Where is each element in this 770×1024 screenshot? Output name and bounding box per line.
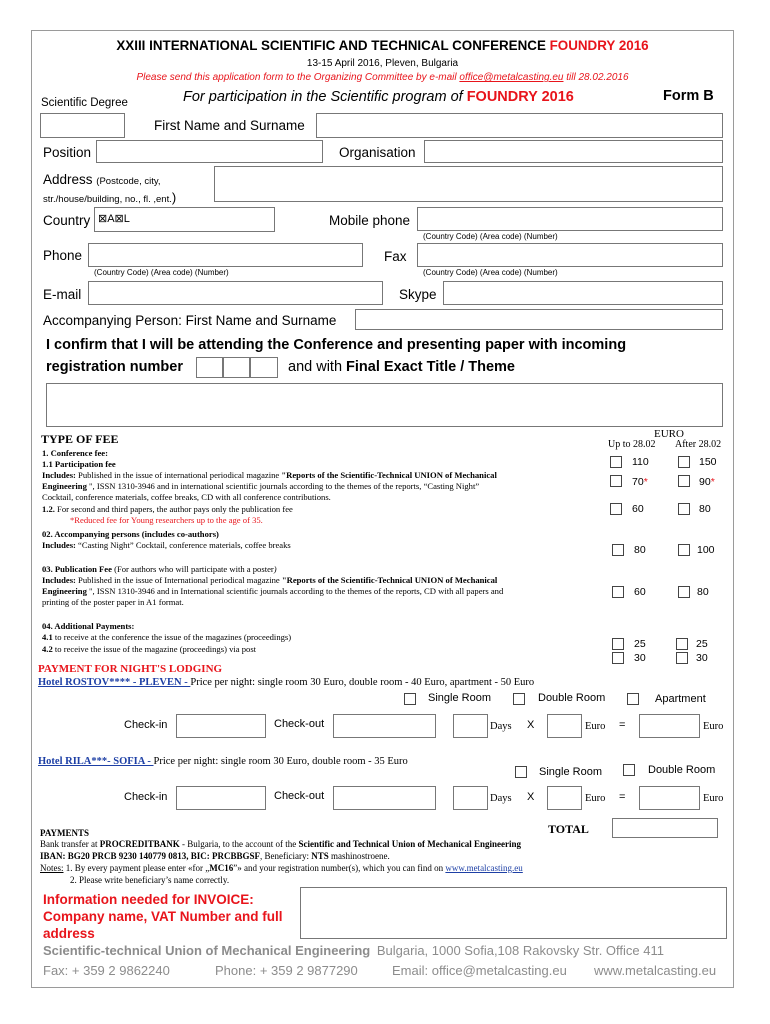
- fee-4-2-late-checkbox[interactable]: [676, 652, 688, 664]
- rila-days-label: Days: [490, 793, 512, 804]
- email-label: E-mail: [43, 287, 82, 302]
- rostov-single-label: Single Room: [428, 692, 491, 704]
- confirm-statement: I confirm that I will be attending the Conference and presenting paper with incoming: [46, 337, 627, 353]
- rostov-apartment-label: Apartment: [655, 693, 706, 705]
- mobile-phone-input[interactable]: [417, 207, 723, 231]
- page-title: XXIII INTERNATIONAL SCIENTIFIC AND TECHNICAL CONFERENCE FOUNDRY 2016: [116, 38, 649, 53]
- iban-line: IBAN: BG20 PRCB 9230 140779 0813, BIC: PRCBBGSF, Beneficiary: NTS mashinostroene.: [40, 851, 390, 861]
- rila-double-checkbox[interactable]: [623, 764, 635, 776]
- rostov-double-label: Double Room: [538, 692, 606, 704]
- sec3-title: 03. Publication Fee (For authors who will participate with a poster): [42, 564, 277, 574]
- footer-web: www.metalcasting.eu: [594, 963, 717, 978]
- fee-1-1-late-value: 150: [699, 456, 717, 468]
- payments-heading: PAYMENTS: [40, 828, 90, 838]
- fee-3-late-value: 80: [697, 586, 709, 598]
- fee-heading: TYPE OF FEE: [41, 432, 119, 446]
- fee-3-late-checkbox[interactable]: [678, 586, 690, 598]
- mobile-phone-label: Mobile phone: [329, 213, 411, 228]
- phone-code-hint: (Country Code) (Area code) (Number): [94, 268, 229, 277]
- col-late-label: After 28.02: [675, 439, 722, 450]
- footer-email: Email: office@metalcasting.eu: [392, 963, 567, 978]
- first-name-label: First Name and Surname: [154, 118, 305, 133]
- sec4-1-line: 4.1 to receive at the conference the issue of the magazines (proceedings): [42, 632, 292, 642]
- fee-1-1-young-early-checkbox[interactable]: [610, 475, 622, 487]
- fee-1-1-early-value: 110: [632, 456, 649, 468]
- skype-input[interactable]: [443, 281, 723, 305]
- note1-line: Notes: 1. By every payment please enter «for „MC16”» and your registration number(s), which you can find on www.metalcasting.eu: [40, 863, 523, 873]
- address-hint: str./house/building, no., fl. ,ent.): [43, 190, 177, 205]
- scientific-degree-label: Scientific Degree: [41, 97, 128, 109]
- fee-4-1-early-checkbox[interactable]: [612, 638, 624, 650]
- fee-2-late-checkbox[interactable]: [678, 544, 690, 556]
- form-label: Form B: [663, 88, 714, 104]
- scientific-degree-input[interactable]: [40, 113, 125, 138]
- rila-checkin-input[interactable]: [176, 786, 266, 810]
- organisation-input[interactable]: [424, 140, 723, 163]
- fee-1-1-late-checkbox[interactable]: [678, 456, 690, 468]
- rostov-apartment-checkbox[interactable]: [627, 693, 639, 705]
- hotel-rostov-line: Hotel ROSTOV**** - PLEVEN - Price per night: single room 30 Euro, double room - 40 Euro, apartment - 50 Euro: [38, 677, 535, 688]
- fee-1-1-young-late-value: 90*: [699, 476, 715, 488]
- fee-3-early-checkbox[interactable]: [612, 586, 624, 598]
- rila-euro-input[interactable]: [547, 786, 582, 810]
- address-label: Address (Postcode, city,: [43, 172, 161, 187]
- hotel-rostov-link[interactable]: Hotel ROSTOV**** - PLEVEN -: [38, 677, 191, 688]
- rila-single-checkbox[interactable]: [515, 766, 527, 778]
- rila-double-label: Double Room: [648, 764, 716, 776]
- sec3-line2: Engineering ", ISSN 1310-3946 and in International scientific journals according to the themes of the reports, CD with all papers and: [42, 586, 504, 596]
- sec3-line1: Includes: Published in the issue of International periodical magazine "Reports of the Scientific-Technical UNION of Mechanical: [42, 575, 498, 585]
- rostov-checkout-input[interactable]: [333, 714, 436, 738]
- reduced-fee-note: *Reduced fee for Young researchers up to the age of 35.: [70, 515, 263, 525]
- rila-checkout-label: Check-out: [274, 790, 325, 802]
- invoice-line3: address: [43, 926, 95, 941]
- fee-1-2-late-checkbox[interactable]: [678, 503, 690, 515]
- sec1-1-line3: Cocktail, conference materials, coffee breaks, CD with all conference contributions.: [42, 492, 331, 502]
- sec1-1-title: 1.1 Participation fee: [42, 459, 116, 469]
- rila-times: X: [527, 791, 535, 803]
- fax-input[interactable]: [417, 243, 723, 267]
- position-input[interactable]: [96, 140, 323, 163]
- rostov-checkout-label: Check-out: [274, 718, 325, 730]
- rostov-total-input[interactable]: [639, 714, 700, 738]
- rila-single-label: Single Room: [539, 766, 602, 778]
- fee-4-2-early-checkbox[interactable]: [612, 652, 624, 664]
- fee-1-2-early-value: 60: [632, 503, 644, 515]
- fee-1-1-young-late-checkbox[interactable]: [678, 475, 690, 487]
- sec4-2-line: 4.2 to receive the issue of the magazine (proceedings) via post: [42, 644, 257, 654]
- fee-2-late-value: 100: [697, 544, 715, 556]
- sec3-line3: printing of the poster paper in A1 format.: [42, 597, 184, 607]
- reg-number-cell-3[interactable]: [250, 357, 278, 378]
- rostov-times: X: [527, 719, 535, 731]
- invoice-line2: Company name, VAT Number and full: [43, 909, 283, 924]
- rostov-euro-label: Euro: [585, 721, 606, 732]
- mobile-code-hint: (Country Code) (Area code) (Number): [423, 232, 558, 241]
- accompanying-label: Accompanying Person: First Name and Surname: [43, 313, 337, 328]
- fee-4-1-late-checkbox[interactable]: [676, 638, 688, 650]
- final-title-label: and with Final Exact Title / Theme: [288, 359, 515, 375]
- fee-4-2-early-value: 30: [634, 652, 646, 664]
- skype-label: Skype: [399, 287, 437, 302]
- hotel-rila-link[interactable]: Hotel RILA***- SOFIA -: [38, 756, 154, 767]
- bank-line: Bank transfer at PROCREDITBANK - Bulgaria, to the account of the Scientific and Technical Union of Mechanical Engineering: [40, 839, 521, 849]
- first-name-input[interactable]: [316, 113, 723, 138]
- sec1-2-line: 1.2. For second and third papers, the author pays only the publication fee: [42, 504, 293, 514]
- invoice-input[interactable]: [300, 887, 727, 939]
- fee-2-early-value: 80: [634, 544, 646, 556]
- fax-code-hint: (Country Code) (Area code) (Number): [423, 268, 558, 277]
- sec1-1-line2: Engineering ", ISSN 1310-3946 and in international scientific journals according to the themes of the reports, “Casting Night”: [42, 481, 480, 491]
- address-input[interactable]: [214, 166, 723, 202]
- rostov-total-euro: Euro: [703, 721, 724, 732]
- rostov-euro-input[interactable]: [547, 714, 582, 738]
- footer-fax: Fax: + 359 2 9862240: [43, 963, 170, 978]
- sec2-title: 02. Accompanying persons (includes co-authors): [42, 529, 219, 539]
- metalcasting-link[interactable]: www.metalcasting.eu: [445, 863, 523, 873]
- send-instruction: Please send this application form to the Organizing Committee by e-mail office@metalcasting.eu till 28.02.2016: [136, 72, 629, 83]
- fee-3-early-value: 60: [634, 586, 646, 598]
- participation-line: For participation in the Scientific program of FOUNDRY 2016: [183, 89, 574, 105]
- phone-input[interactable]: [88, 243, 363, 267]
- phone-label: Phone: [43, 248, 83, 263]
- rila-euro-label: Euro: [585, 793, 606, 804]
- rostov-days-input[interactable]: [453, 714, 488, 738]
- organisation-label: Organisation: [339, 145, 416, 160]
- sec1-title: 1. Conference fee:: [42, 448, 108, 458]
- rostov-single-checkbox[interactable]: [404, 693, 416, 705]
- fee-1-1-early-checkbox[interactable]: [610, 456, 622, 468]
- sec2-line: Includes: “Casting Night” Cocktail, conference materials, coffee breaks: [42, 540, 291, 550]
- registration-number-label: registration number: [46, 359, 183, 375]
- country-value: ⊠A⊠L: [98, 213, 130, 225]
- paper-title-input[interactable]: [46, 383, 723, 427]
- fax-label: Fax: [384, 249, 407, 264]
- email-input[interactable]: [88, 281, 383, 305]
- fee-4-1-late-value: 25: [696, 638, 708, 650]
- rostov-checkin-label: Check-in: [124, 719, 168, 731]
- rila-equals: =: [619, 791, 626, 803]
- rila-total-euro: Euro: [703, 793, 724, 804]
- invoice-line1: Information needed for INVOICE:: [43, 892, 254, 907]
- footer-line1: Scientific-technical Union of Mechanical Engineering Bulgaria, 1000 Sofia,108 Rakovsky Str. Office 411: [43, 943, 664, 958]
- rila-days-input[interactable]: [453, 786, 488, 810]
- hotel-rila-line: Hotel RILA***- SOFIA - Price per night: single room 30 Euro, double room - 35 Euro: [38, 756, 408, 767]
- col-early-label: Up to 28.02: [608, 439, 656, 450]
- lodging-heading: PAYMENT FOR NIGHT'S LODGING: [38, 663, 223, 675]
- accompanying-input[interactable]: [355, 309, 723, 330]
- fee-1-2-late-value: 80: [699, 503, 711, 515]
- rila-checkout-input[interactable]: [333, 786, 436, 810]
- country-label: Country: [43, 213, 91, 228]
- sec4-title: 04. Additional Payments:: [42, 621, 135, 631]
- total-label: TOTAL: [548, 822, 589, 836]
- note2-line: 2. Please write beneficiary’s name correctly.: [70, 875, 230, 885]
- rila-total-input[interactable]: [639, 786, 700, 810]
- total-input[interactable]: [612, 818, 718, 838]
- email-link[interactable]: office@metalcasting.eu: [459, 72, 564, 83]
- date-place: 13-15 April 2016, Pleven, Bulgaria: [306, 58, 459, 69]
- fee-4-2-late-value: 30: [696, 652, 708, 664]
- footer-phone: Phone: + 359 2 9877290: [215, 963, 358, 978]
- position-label: Position: [43, 145, 92, 160]
- rostov-checkin-input[interactable]: [176, 714, 266, 738]
- rostov-equals: =: [619, 719, 626, 731]
- fee-4-1-early-value: 25: [634, 638, 646, 650]
- reg-number-cell-1[interactable]: [196, 357, 223, 378]
- fee-1-1-young-early-value: 70*: [632, 476, 648, 488]
- rila-checkin-label: Check-in: [124, 791, 168, 803]
- country-input[interactable]: [94, 207, 275, 232]
- rostov-double-checkbox[interactable]: [513, 693, 525, 705]
- fee-2-early-checkbox[interactable]: [612, 544, 624, 556]
- reg-number-cell-2[interactable]: [223, 357, 250, 378]
- currency-label: EURO: [654, 428, 684, 440]
- rostov-days-label: Days: [490, 721, 512, 732]
- fee-1-2-early-checkbox[interactable]: [610, 503, 622, 515]
- sec1-1-line1: Includes: Published in the issue of international periodical magazine "Reports of the Scientific-Technical UNION of Mechanical: [42, 470, 497, 480]
